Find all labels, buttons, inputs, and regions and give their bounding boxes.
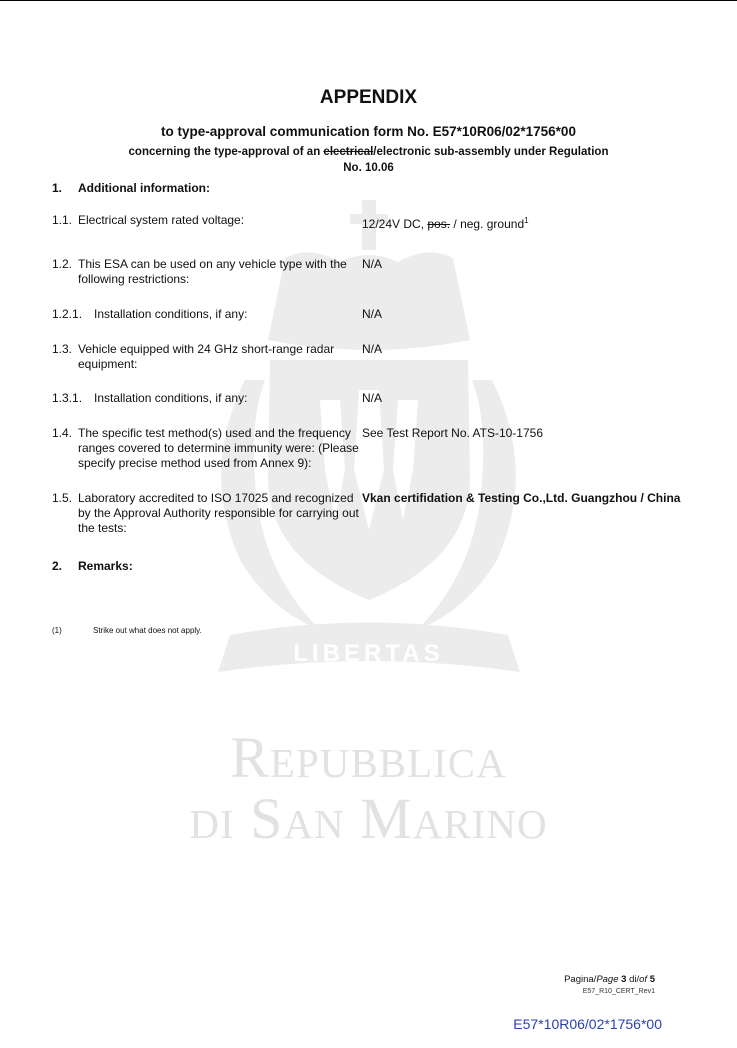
item-value: N/A [362,257,383,271]
page-of-label-en: of [639,974,648,985]
item-label: Vehicle equipped with 24 GHz short-range radar equipment: [78,342,335,371]
item-number: 1.3.1. [52,391,83,405]
item-value: N/A [362,307,383,321]
item-value: N/A [362,342,383,356]
page-label-en: Page [596,974,619,985]
page-subtitle: to type-approval communication form No. E57*10R06/02*1756*00 [161,124,576,139]
item-number: 1.5. [52,491,73,505]
value-prefix: 12/24V DC, [362,217,428,231]
section-1-heading [52,181,210,195]
item-label: Installation conditions, if any: [94,307,248,321]
footnote-marker: (1) [52,626,62,635]
value-struck: pos. [427,217,451,231]
page-total: 5 [649,974,655,985]
item-number: 1.2.1. [52,307,83,321]
item-label: This ESA can be used on any vehicle type with the following restrictions: [78,257,347,286]
concerning-text [0,144,737,176]
item-label: The specific test method(s) used and the frequency ranges covered to determine immunity were: (Please specify precise method used from Annex 9): [78,426,359,470]
value-suffix: / neg. ground [450,217,525,231]
item-number: 1.4. [52,426,73,440]
section-2-heading [52,559,133,573]
watermark-motto: LIBERTAS [293,640,444,667]
section-title: Remarks: [78,559,133,573]
footnote-ref: 1 [524,216,529,225]
concerning-line2: No. 10.06 [343,162,394,174]
section-number: 1. [52,181,63,195]
page-title: APPENDIX [319,87,418,108]
item-value: See Test Report No. ATS-10-1756 [362,426,543,440]
item-label: Electrical system rated voltage: [78,213,245,227]
item-label: Laboratory accredited to ISO 17025 and recognized by the Approval Authority responsible for carrying out the tests: [78,491,359,535]
section-title: Additional information: [78,181,210,195]
footnote [52,626,202,635]
watermark-line2: di San Marino [189,786,548,851]
watermark-line1: Repubblica [230,725,507,790]
item-number: 1.1. [52,213,73,227]
page-of-label: di/ [626,974,640,985]
item-number: 1.3. [52,342,73,356]
item-value: N/A [362,391,383,405]
page-label: Pagina/ [564,974,597,985]
item-number: 1.2. [52,257,73,271]
item-value [362,213,692,232]
footnote-text: Strike out what does not apply. [93,626,202,635]
item-value: Vkan certifidation & Testing Co.,Ltd. Guangzhou / China [362,491,681,505]
item-label: Installation conditions, if any: [94,391,248,405]
page-current: 3 [621,974,627,985]
approval-reference: E57*10R06/02*1756*00 [513,1016,662,1032]
concerning-struck: electrical [323,146,374,158]
concerning-rest: /electronic sub-assembly under Regulation [373,146,609,158]
section-number: 2. [52,559,63,573]
document-code: E57_R10_CERT_Rev1 [582,988,655,995]
concerning-prefix: concerning the type-approval of an [128,146,324,158]
page-number [564,974,655,997]
